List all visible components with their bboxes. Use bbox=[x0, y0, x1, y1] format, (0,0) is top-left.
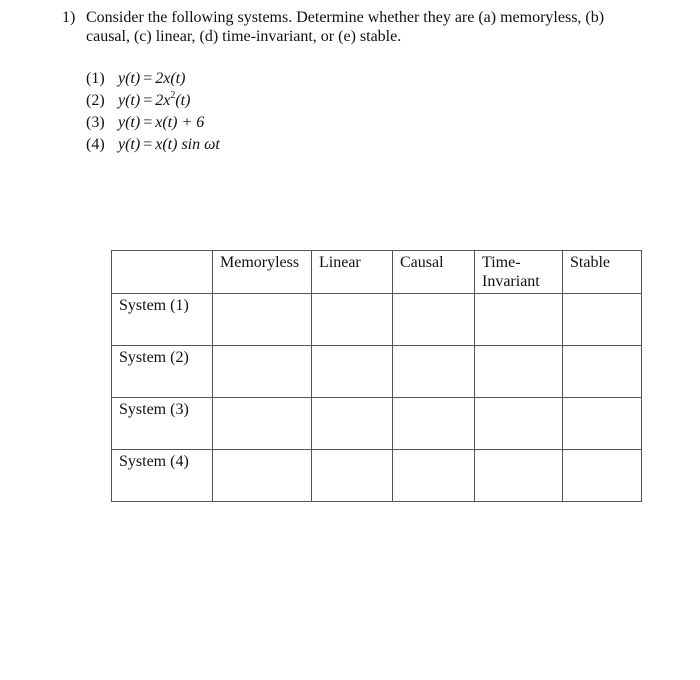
equation-lhs: y(t) bbox=[118, 92, 141, 109]
equation-rhs: x(t) + 6 bbox=[155, 114, 205, 131]
row-label: System (3) bbox=[112, 398, 213, 450]
answer-cell[interactable] bbox=[393, 294, 475, 346]
answer-cell[interactable] bbox=[213, 450, 312, 502]
row-label: System (2) bbox=[112, 346, 213, 398]
header-time-invariant bbox=[475, 251, 563, 294]
table-row bbox=[112, 294, 642, 346]
row-label: System (1) bbox=[112, 294, 213, 346]
system-equation bbox=[86, 90, 220, 112]
equation-lhs: y(t) bbox=[118, 136, 141, 153]
answer-table bbox=[111, 250, 642, 502]
answer-cell[interactable] bbox=[393, 450, 475, 502]
system-list bbox=[86, 68, 220, 156]
equation-rhs: x(t) sin ωt bbox=[155, 136, 220, 153]
answer-cell[interactable] bbox=[475, 450, 563, 502]
header-causal: Causal bbox=[393, 251, 475, 294]
system-label: (3) bbox=[86, 114, 105, 131]
answer-cell[interactable] bbox=[563, 398, 642, 450]
equation-lhs: y(t) bbox=[118, 114, 141, 131]
equation-lhs: y(t) bbox=[118, 70, 141, 87]
equation-rhs-arg: (t) bbox=[175, 92, 191, 109]
system-label: (2) bbox=[86, 92, 105, 109]
equation-rhs: 2x bbox=[155, 92, 171, 109]
equals-sign: = bbox=[143, 114, 153, 131]
table-row bbox=[112, 346, 642, 398]
answer-cell[interactable] bbox=[312, 294, 393, 346]
answer-cell[interactable] bbox=[213, 398, 312, 450]
table-row bbox=[112, 450, 642, 502]
answer-cell[interactable] bbox=[475, 294, 563, 346]
answer-cell[interactable] bbox=[312, 346, 393, 398]
header-row bbox=[112, 251, 642, 294]
answer-cell[interactable] bbox=[563, 450, 642, 502]
system-equation bbox=[86, 112, 220, 134]
answer-cell[interactable] bbox=[393, 346, 475, 398]
equals-sign: = bbox=[143, 136, 153, 153]
header-cell-empty bbox=[112, 251, 213, 294]
answer-cell[interactable] bbox=[213, 346, 312, 398]
exponent: 2 bbox=[170, 90, 176, 101]
answer-cell[interactable] bbox=[312, 398, 393, 450]
header-time-line2: Invariant bbox=[482, 273, 540, 290]
table-row bbox=[112, 398, 642, 450]
answer-cell[interactable] bbox=[312, 450, 393, 502]
answer-cell[interactable] bbox=[213, 294, 312, 346]
system-label: (1) bbox=[86, 70, 105, 87]
header-stable: Stable bbox=[563, 251, 642, 294]
equation-rhs: 2x(t) bbox=[155, 70, 186, 87]
equals-sign: = bbox=[143, 92, 153, 109]
header-memoryless: Memoryless bbox=[213, 251, 312, 294]
system-label: (4) bbox=[86, 136, 105, 153]
question-text: Consider the following systems. Determine whether they are (a) memoryless, (b) causal, (c) linear, (d) time-invariant, or (e) stable. bbox=[86, 9, 605, 45]
header-linear: Linear bbox=[312, 251, 393, 294]
answer-cell[interactable] bbox=[393, 398, 475, 450]
question-number: 1) bbox=[62, 9, 76, 26]
answer-cell[interactable] bbox=[475, 398, 563, 450]
answer-cell[interactable] bbox=[563, 346, 642, 398]
system-equation bbox=[86, 134, 220, 156]
equals-sign: = bbox=[143, 70, 153, 87]
answer-cell[interactable] bbox=[475, 346, 563, 398]
header-time-line1: Time- bbox=[482, 254, 521, 271]
system-equation bbox=[86, 68, 220, 90]
row-label: System (4) bbox=[112, 450, 213, 502]
answer-cell[interactable] bbox=[563, 294, 642, 346]
